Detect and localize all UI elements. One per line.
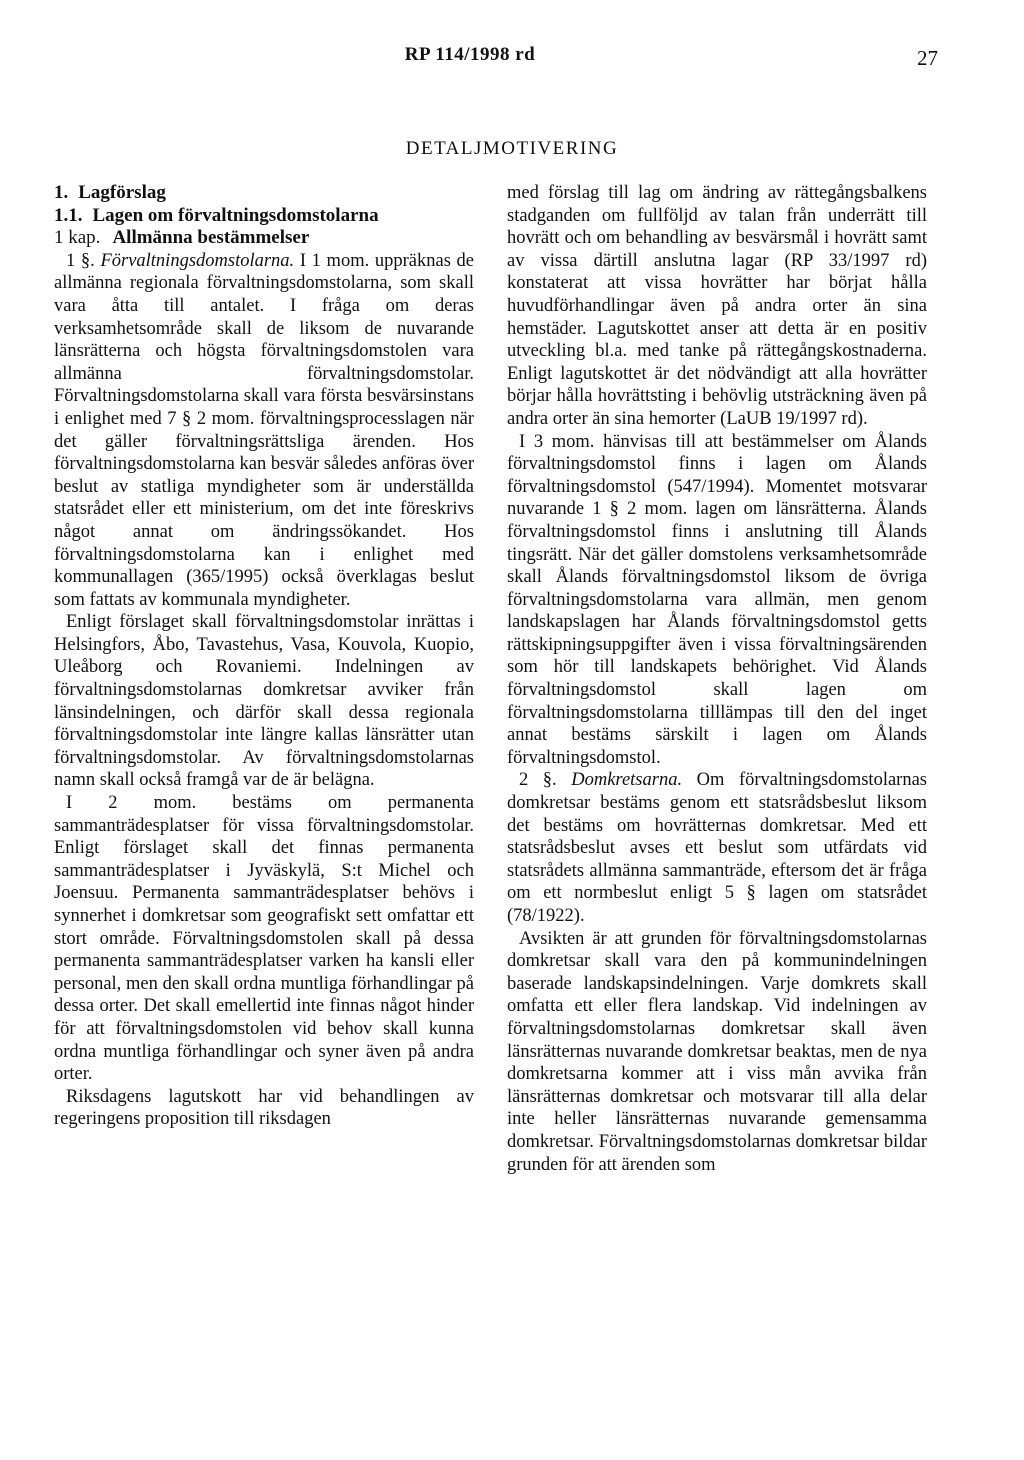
heading-text: Lagen om förvaltningsdomstolarna	[92, 204, 379, 226]
chapter-heading	[54, 227, 474, 250]
section-prefix: 1 §.	[66, 250, 101, 271]
section-title: DETALJMOTIVERING	[405, 138, 619, 159]
left-column	[54, 182, 474, 1131]
chapter-number: 1 kap.	[54, 227, 101, 249]
heading-level-1	[54, 182, 474, 205]
chapter-title: Allmänna bestämmelser	[112, 227, 310, 249]
paragraph: med förslag till lag om ändring av rättegångsbalkens stadganden om fullföljd av talan från underrätt till hovrätt och om behandling av besvärsmål i hovrätt samt av vissa därtill anslutna lagar (RP 33/1997 rd) konstaterat att vissa hovrätter har börjat hålla huvudförhandlingar även på andra orter än sina hemstäder. Lagutskottet anser att detta är en positiv utveckling bl.a. med tanke på rättegångskostnaderna. Enligt lagutskottet är det nödvändigt att alla hovrätter börjar hålla hovrättsting i behövlig utsträckning även på andra orter än sina hemorter (LaUB 19/1997 rd).	[507, 183, 927, 429]
paragraph: Riksdagens lagutskott har vid behandlingen av regeringens proposition till riksdagen	[54, 1086, 474, 1130]
right-column	[507, 182, 927, 1176]
paragraph: Avsikten är att grunden för förvaltningsdomstolarnas domkretsar skall vara den på kommunindelningen baserade landskapsindelningen. Varje domkrets skall omfatta ett eller flera landskap. Vid indelningen av förvaltningsdomstolarnas domkretsar skall även länsrätternas nuvarande domkretsar beaktas, men de nya domkretsarna kommer att i viss mån avvika från länsrätternas domkretsar och motsvarar till alla delar inte heller länsrätternas nuvarande gemensamma domkretsar. Förvaltningsdomstolarnas domkretsar bildar grunden för att ärenden som	[507, 928, 927, 1175]
paragraph: Enligt förslaget skall förvaltningsdomstolar inrättas i Helsingfors, Åbo, Tavastehus, Vasa, Kouvola, Kuopio, Uleåborg och Rovaniemi. Indelningen av förvaltningsdomstolarnas domkretsar avviker från länsindelningen, och därför skall dessa regionala förvaltningsdomstolar inte längre kallas länsrätter utan förvaltningsdomstolar. Av förvaltningsdomstolarnas namn skall också framgå var de är belägna.	[54, 612, 474, 791]
paragraph-text: Om förvaltningsdomstolarnas domkretsar bestäms genom ett statsrådsbeslut liksom det bestäms om hovrätternas domkretsar. Med ett statsrådsbeslut avses ett beslut som utfärdats vid statsrådets allmänna sammanträde, eftersom det är fråga om ett normbeslut enligt 5 § lagen om statsrådet (78/1922).	[507, 770, 927, 926]
paragraph: I 3 mom. hänvisas till att bestämmelser om Ålands förvaltningsdomstol finns i lagen om Ålands förvaltningsdomstol (547/1994). Momentet motsvarar nuvarande 1 § 2 mom. lagen om länsrätterna. Ålands förvaltningsdomstol finns i anslutning till Ålands tingsrätt. När det gäller domstolens verksamhetsområde skall Ålands förvaltningsdomstol liksom de övriga förvaltningsdomstolarna vara allmän, men genom landskapslagen har Ålands förvaltningsdomstol getts rättskipningsuppgifter även i vissa förvaltningsärenden som hör till landskapets behörighet. Vid Ålands förvaltningsdomstol skall lagen om förvaltningsdomstolarna tilllämpas till den del inget annat bestäms särskilt i lagen om Ålands förvaltningsdomstol.	[507, 431, 927, 768]
paragraph	[54, 250, 474, 612]
heading-level-2	[54, 205, 474, 228]
page-header	[0, 44, 1024, 74]
heading-text: Lagförslag	[78, 182, 166, 203]
heading-number: 1.1.	[54, 204, 83, 226]
section-title-italic: Förvaltningsdomstolarna.	[100, 250, 295, 271]
running-title: RP 114/1998 rd	[404, 44, 536, 65]
paragraph	[507, 769, 927, 927]
section-title-italic: Domkretsarna.	[571, 770, 683, 791]
section-prefix: 2 §.	[519, 770, 572, 791]
heading-number: 1.	[54, 182, 69, 203]
paragraph-text: I 1 mom. uppräknas de allmänna regionala förvaltningsdomstolarna, som skall vara åtta till antalet. I fråga om deras verksamhetsområde skall de liksom de nuvarande länsrätterna och högsta förvaltningsdomstolen vara allmänna förvaltningsdomstolar. Förvaltningsdomstolarna skall vara första besvärsinstans i enlighet med 7 § 2 mom. förvaltningsprocesslagen när det gäller förvaltningsrättsliga ärenden. Hos förvaltningsdomstolarna kan besvär således anföras över beslut av statliga myndigheter som är underställda statsrådet eller ett ministerium, om det inte föreskrivs något annat om ändringssökandet. Hos förvaltningsdomstolarna kan i enlighet med kommunallagen (365/1995) också överklagas beslut som fattats av kommunala myndigheter.	[54, 250, 475, 610]
paragraph: I 2 mom. bestäms om permanenta sammanträdesplatser för vissa förvaltningsdomstolar. Enligt förslaget skall det finnas permanenta sammanträdesplatser i Jyväskylä, S:t Michel och Joensuu. Permanenta sammanträdesplatser behövs i synnerhet i domkretsar som geografiskt sett omfattar ett stort område. Förvaltningsdomstolen skall på dessa permanenta sammanträdesplatser varken ha kansli eller personal, men den skall ordna muntliga förhandlingar på dessa orter. Det skall emellertid inte finnas något hinder för att förvaltningsdomstolen vid behov skall kunna ordna muntliga förhandlingar och syner även på andra orter.	[54, 793, 474, 1085]
page-number: 27	[917, 46, 938, 70]
